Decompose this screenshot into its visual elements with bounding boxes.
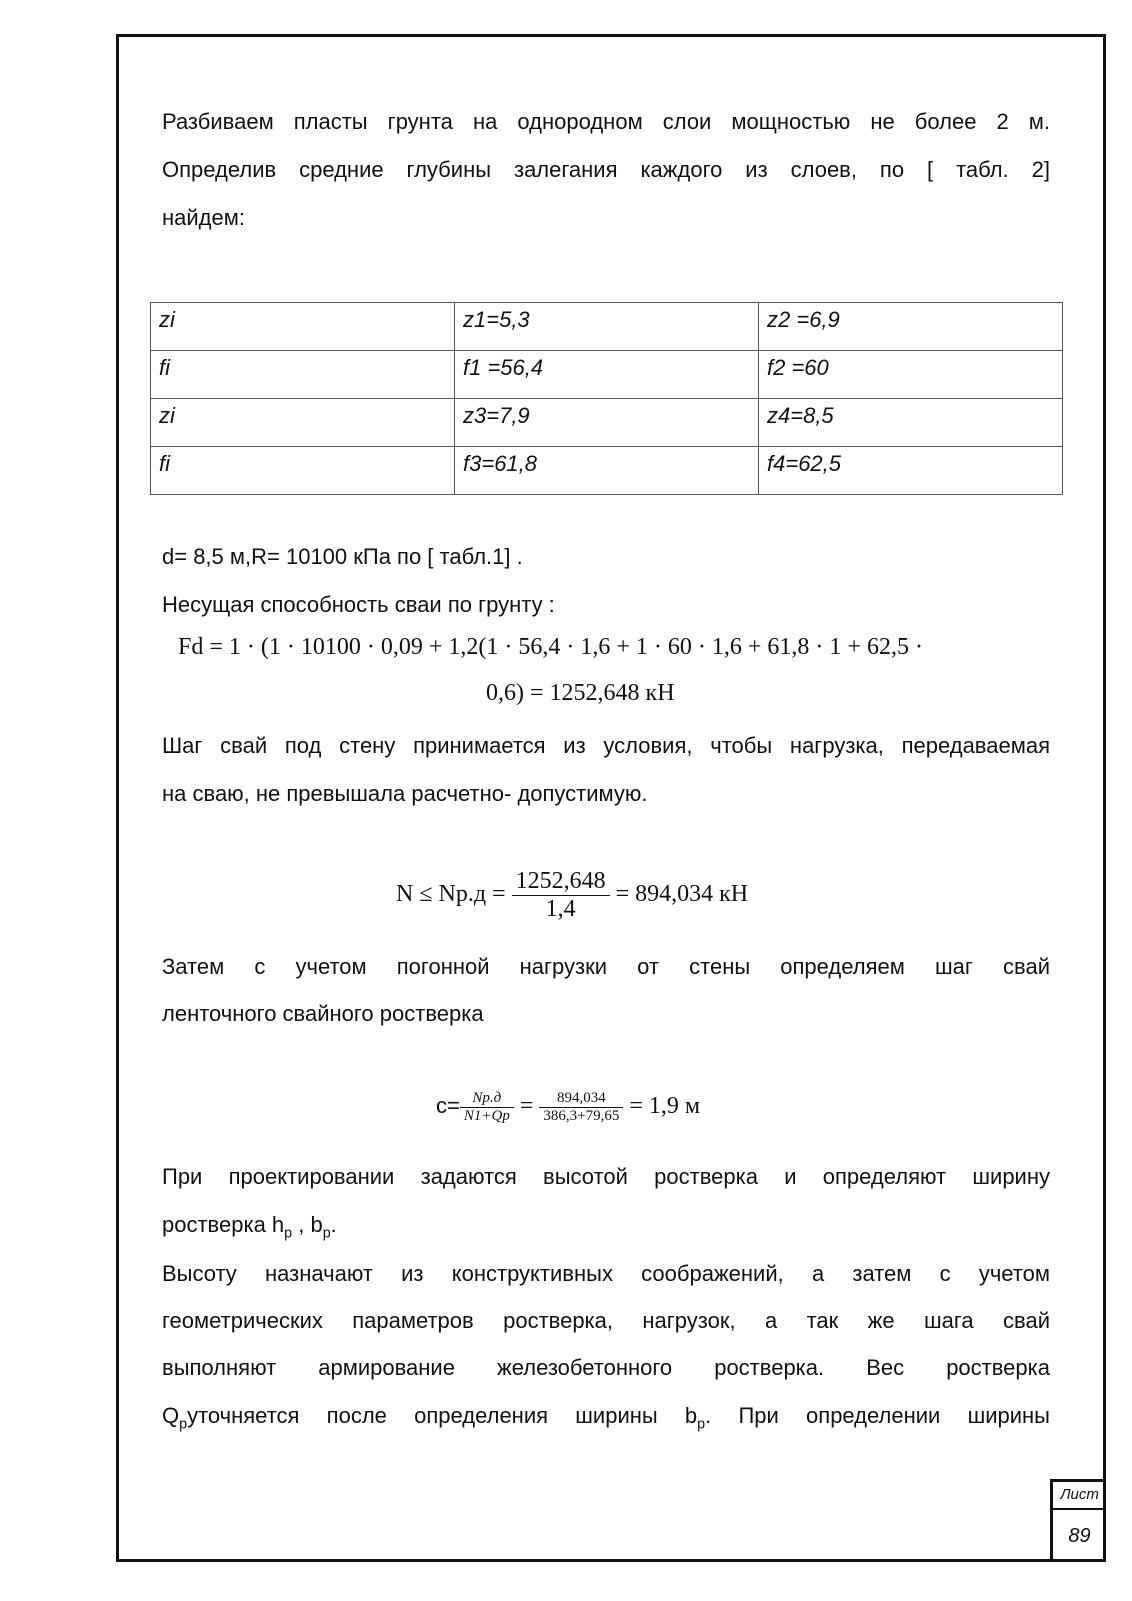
paragraph-6-line-1: При проектировании задаются высотой ростверка и определяют ширину: [162, 1164, 1050, 1189]
formula-c-numerator-1: Nр.д: [472, 1090, 502, 1106]
paragraph-7-line-1: Высоту назначают из конструктивных соображений, а затем с учетом: [162, 1261, 1050, 1286]
formula-c-numerator-2: 894,034: [556, 1090, 606, 1106]
formula-c: [436, 1090, 700, 1125]
text-fragment: , b: [292, 1212, 323, 1237]
table-row: [151, 399, 1063, 447]
paragraph-7-line-3: выполняют армирование железобетонного ростверка. Вес ростверка: [162, 1355, 1050, 1380]
paragraph-3: Несущая способность сваи по грунту :: [162, 592, 555, 617]
table-cell: z4=8,5: [759, 399, 1063, 447]
table-row: [151, 303, 1063, 351]
text-fragment: ростверка h: [162, 1212, 285, 1237]
subscript: р: [179, 1416, 188, 1433]
paragraph-5-line-2: ленточного свайного ростверка: [162, 1001, 484, 1026]
paragraph-7-line-4: [162, 1392, 1050, 1448]
paragraph-6-line-2: [162, 1201, 1050, 1257]
sheet-label: Лист: [1053, 1482, 1106, 1510]
formula-n-lhs: N ≤ Nр.д =: [396, 881, 506, 908]
table-cell: z3=7,9: [455, 399, 759, 447]
table-cell: f1 =56,4: [455, 351, 759, 399]
formula-c-equals: =: [519, 1093, 534, 1120]
paragraph-4-line-2: на сваю, не превышала расчетно- допустимую.: [162, 781, 648, 806]
table-cell: fi: [151, 447, 455, 495]
table-cell: f2 =60: [759, 351, 1063, 399]
subscript: р: [322, 1225, 331, 1242]
text-fragment: . При определении ширины: [705, 1403, 1050, 1428]
formula-c-prefix: c=: [436, 1093, 460, 1119]
table-cell: z1=5,3: [455, 303, 759, 351]
formula-c-denominator-1: N1+Qр: [460, 1107, 514, 1125]
table-cell: fi: [151, 351, 455, 399]
formula-n-numerator: 1252,648: [515, 868, 606, 894]
sheet-number: 89: [1068, 1525, 1091, 1547]
table-cell: z2 =6,9: [759, 303, 1063, 351]
table-cell: f4=62,5: [759, 447, 1063, 495]
table-row: [151, 351, 1063, 399]
formula-n-fraction: [512, 868, 610, 923]
formula-fd-line-2: 0,6) = 1252,648 кН: [486, 680, 675, 706]
formula-c-denominator-2: 386,3+79,65: [539, 1107, 623, 1125]
subscript: р: [697, 1416, 706, 1433]
paragraph-2: d= 8,5 м,R= 10100 кПа по [ табл.1] .: [162, 544, 523, 569]
text-fragment: .: [330, 1212, 337, 1237]
formula-c-rhs: = 1,9 м: [629, 1093, 701, 1120]
sheet-stamp: [1050, 1479, 1106, 1562]
subscript: р: [284, 1225, 293, 1242]
formula-n-denominator: 1,4: [512, 895, 610, 923]
formula-fd-line-1: Fd = 1 · (1 · 10100 · 0,09 + 1,2(1 · 56,4 · 1,6 + 1 · 60 · 1,6 + 61,8 · 1 + 62,5 ·: [178, 634, 923, 660]
paragraph-1-line-3: найдем:: [162, 205, 245, 230]
paragraph-5-line-1: Затем с учетом погонной нагрузки от стены определяем шаг свай: [162, 954, 1050, 979]
table-row: [151, 447, 1063, 495]
table-cell: f3=61,8: [455, 447, 759, 495]
table-cell: zi: [151, 399, 455, 447]
formula-c-fraction-1: [460, 1090, 514, 1125]
table-cell: zi: [151, 303, 455, 351]
paragraph-4-line-1: Шаг свай под стену принимается из условия, чтобы нагрузка, передаваемая: [162, 733, 1050, 758]
paragraph-7-line-2: геометрических параметров ростверка, нагрузок, а так же шага свай: [162, 1308, 1050, 1333]
paragraph-1-line-1: Разбиваем пласты грунта на однородном слои мощностью не более 2 м.: [162, 109, 1050, 134]
formula-n-rhs: = 894,034 кН: [615, 881, 749, 908]
formula-c-fraction-2: [539, 1090, 623, 1125]
text-fragment: Q: [162, 1403, 180, 1428]
soil-layer-table: [150, 302, 1063, 495]
formula-n: [396, 868, 748, 923]
text-fragment: уточняется после определения ширины b: [187, 1403, 698, 1428]
paragraph-1-line-2: Определив средние глубины залегания каждого из слоев, по [ табл. 2]: [162, 157, 1050, 182]
